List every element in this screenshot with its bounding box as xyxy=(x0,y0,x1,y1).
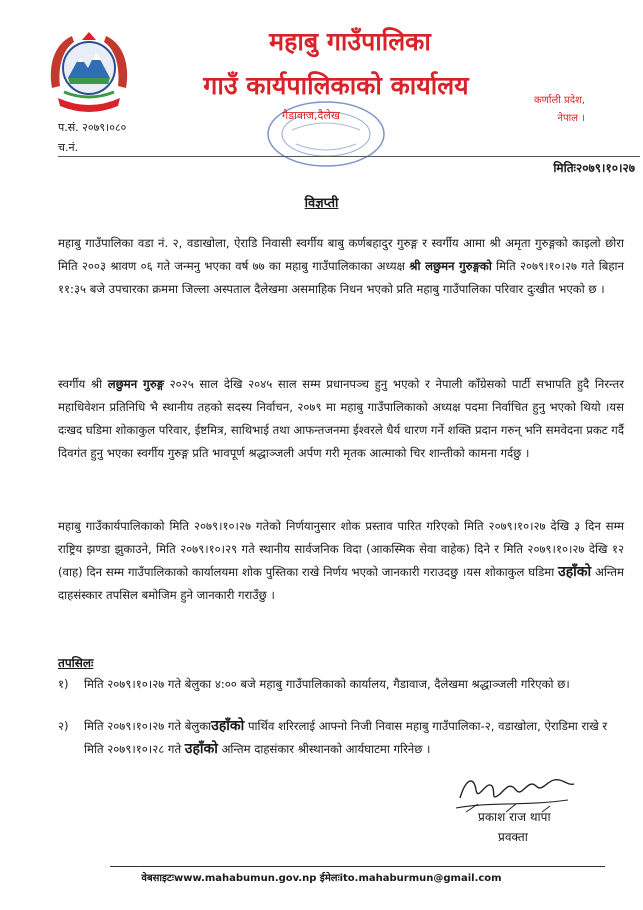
dispatch-number: च.नं. xyxy=(58,141,79,154)
paragraph-text: महाबु गाउँकार्यपालिकाको मिति २०७९।१०।२७ गतेको निर्णयानुसार शोक प्रस्ताव पारित गरिएको मिति २०७९।१०।२७ देखि ३ दिन सम्म राष्ट्रिय झण्डा झुकाउने, मिति २०७९।१०।२९ गते स्थानीय सार्वजनिक विदा (आकस्मिक सेवा वाहेक) दिने र मिति २०७९।१०।२७ देखि १२ (वाह) दिन सम्म गाउँपालिकाको कार्यालयमा शोक पुस्तिका राखे निर्णय भएको जानकारी गराउदछु ।यस शोकाकुल घडिमा xyxy=(58,519,624,579)
signer-name: प्रकाश राज थापा xyxy=(478,810,551,824)
paragraph-text: मिति २०७९।१०।२७ गते बिहान ११:३५ बजे उपचारका क्रममा जिल्ला अस्पताल दैलेखमा असमाहिक निधन भएको प्रति महाबु गाउँपालिका परिवार दुःखीत भएको छ । xyxy=(58,259,624,296)
province-line: कर्णाली प्रदेश, xyxy=(533,95,585,106)
paragraph-bold-text: श्री लछुमन गुरुङ्गको xyxy=(409,259,492,273)
details-bold-text: उहाँको xyxy=(184,741,218,757)
details-text: अन्तिम दाहसंकार श्रीस्थानको आर्यघाटमा गरिनेछ । xyxy=(217,742,431,756)
notice-paragraph-3 xyxy=(58,515,624,607)
office-title-line1: महाबु गाउँपालिका xyxy=(269,27,431,56)
details-bold-text: उहाँको xyxy=(211,718,245,734)
details-item-number: २) xyxy=(58,719,69,733)
paragraph-text: स्वर्गीय श्री xyxy=(58,377,108,391)
footer-divider xyxy=(110,866,605,867)
header-divider xyxy=(58,156,640,157)
paragraph-bold-text: उहाँको xyxy=(558,564,592,580)
signer-role: प्रवक्ता xyxy=(498,830,528,844)
notice-heading-text: विज्ञप्ती xyxy=(304,196,339,211)
letter-ref-number: प.सं. २०७९।०८० xyxy=(58,121,127,134)
paragraph-text: २०२५ साल देखि २०४५ साल सम्म प्रधानपञ्च हुनु भएको र नेपाली काँग्रेसको पार्टी सभापति हुदै निरन्तर महाधिवेशन प्रतिनिधि भै स्थानीय तहको सदस्य निर्वाचन, २०७९ मा महाबु गाउँपालिकाको अध्यक्ष पदमा निर्वाचित हुनु भएको थियो ।यस दःखद घडिमा शोकाकुल परिवार, ईष्टमित्र, साथिभाई तथा आफन्तजनमा ईश्वरले धैर्य धारण गर्ने शक्ति प्रदान गरुन् भनि समवेदना प्रकट गर्दै दिवगंत हुनु भएका स्वर्गीय गुरुङ्ग प्रति भावपूर्ण श्रद्धाञ्जली अर्पण गरी मृतक आत्माको चिर शान्तीको कामना गर्दछु । xyxy=(58,377,624,460)
letter-date: मितिः२०७९।१०।२७ xyxy=(553,161,635,175)
office-address: गैडावाज,दैलेख xyxy=(282,109,340,122)
notice-paragraph-2 xyxy=(58,373,624,465)
details-heading: तपसिलः xyxy=(58,656,94,670)
details-item xyxy=(58,715,624,761)
country-line: नेपाल । xyxy=(557,113,585,124)
paragraph-text: अन्तिम दाहसंस्कार तपसिल बमोजिम हुने जानकारी गराउँछु । xyxy=(58,565,624,602)
province-address xyxy=(505,92,585,128)
details-item-text xyxy=(58,673,624,696)
details-text: मिति २०७९।१०।२७ गते बेलुका xyxy=(84,719,212,733)
notice-paragraph-1 xyxy=(58,232,624,301)
paragraph-bold-text: लछुमन गुरुङ्ग xyxy=(107,377,164,391)
details-item xyxy=(58,673,624,696)
office-title-line2: गाउँ कार्यपालिकाको कार्यालय xyxy=(203,71,469,100)
paragraph-text: महाबु गाउँपालिका वडा नं. २, वडाखोला, ऐराडि निवासी स्वर्गीय बाबु कर्णबहादुर गुरुङ्ग र स्वर्गीय आमा श्री अमृता गुरुङ्गको काइलो छोरा मिति २००३ श्रावण ०६ गते जन्मनु भएका वर्ष ७७ का महाबु गाउँपालिकाका अध्यक्ष xyxy=(58,236,624,273)
reference-numbers xyxy=(58,118,126,158)
nepal-emblem-logo xyxy=(44,28,134,114)
details-item-text xyxy=(58,715,624,761)
details-item-number: १) xyxy=(58,677,69,691)
details-text: पार्थिव शरिरलाई आफ्नो निजी निवास महाबु गाउँपालिका-२, वडाखोला, ऐराडिमा राखे र मिति २०७९।१०।२८ गते xyxy=(84,719,608,756)
office-stamp-seal xyxy=(262,90,390,170)
footer-contact: वेबसाइटःwww.mahabumun.gov.np ईमेलःito.mahaburmun@gmail.com xyxy=(141,873,502,884)
details-text: मिति २०७९।१०।२७ गते बेलुका ४:०० बजे महाबु गाउँपालिकाको कार्यालय, गैडावाज, दैलेखमा श्रद्धाञ्जली गरिएको छ। xyxy=(84,677,570,691)
notice-heading xyxy=(0,193,643,211)
